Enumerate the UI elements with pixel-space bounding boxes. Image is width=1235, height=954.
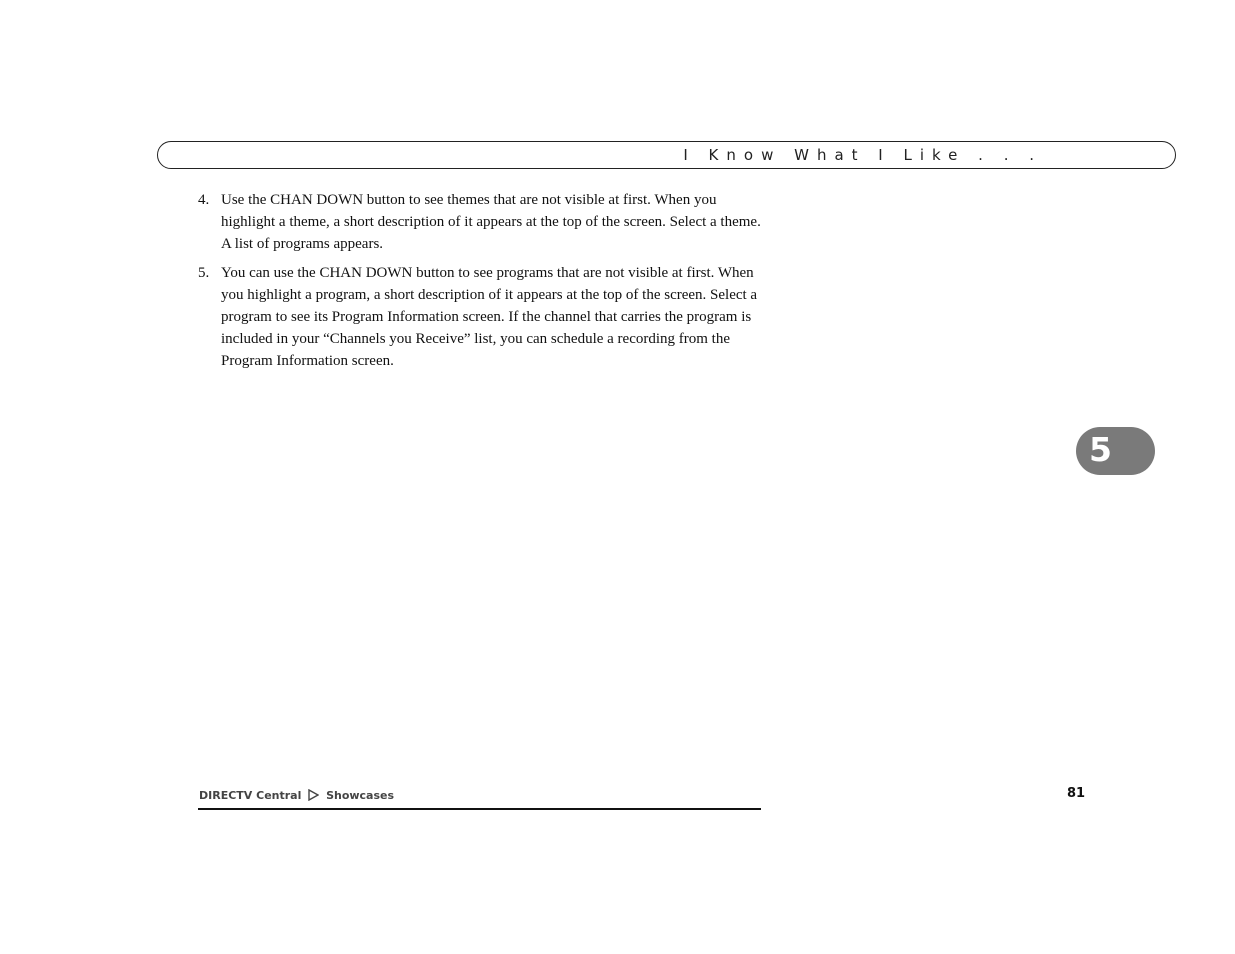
- footer-breadcrumb: [199, 788, 394, 806]
- footer-rule: [198, 808, 761, 810]
- chapter-number: 5: [1089, 430, 1112, 469]
- instruction-steps: [198, 190, 763, 380]
- running-header-bar: [157, 141, 1176, 169]
- step-text: Use the CHAN DOWN button to see themes that are not visible at first. When you highlight a theme, a short description of it appears at the top of the screen. Select a theme. A list of programs appears.: [221, 192, 761, 252]
- page-number: 81: [1067, 786, 1086, 801]
- breadcrumb-page: Showcases: [326, 789, 395, 802]
- running-header-title: I Know What I Like . . .: [683, 146, 1042, 164]
- chapter-tab: [1076, 427, 1155, 475]
- step-item: [198, 190, 763, 255]
- triangle-right-outline-icon: [308, 789, 319, 806]
- step-text: You can use the CHAN DOWN button to see programs that are not visible at first. When you highlight a program, a short description of it appears at the top of the screen. Select a program to see its Program Information screen. If the channel that carries the program is included in your “Channels you Receive” list, you can schedule a recording from the Program Information screen.: [221, 265, 758, 369]
- step-number: 4.: [198, 192, 210, 208]
- breadcrumb-section: DIRECTV Central: [199, 789, 302, 802]
- step-item: [198, 263, 763, 372]
- step-number: 5.: [198, 265, 210, 282]
